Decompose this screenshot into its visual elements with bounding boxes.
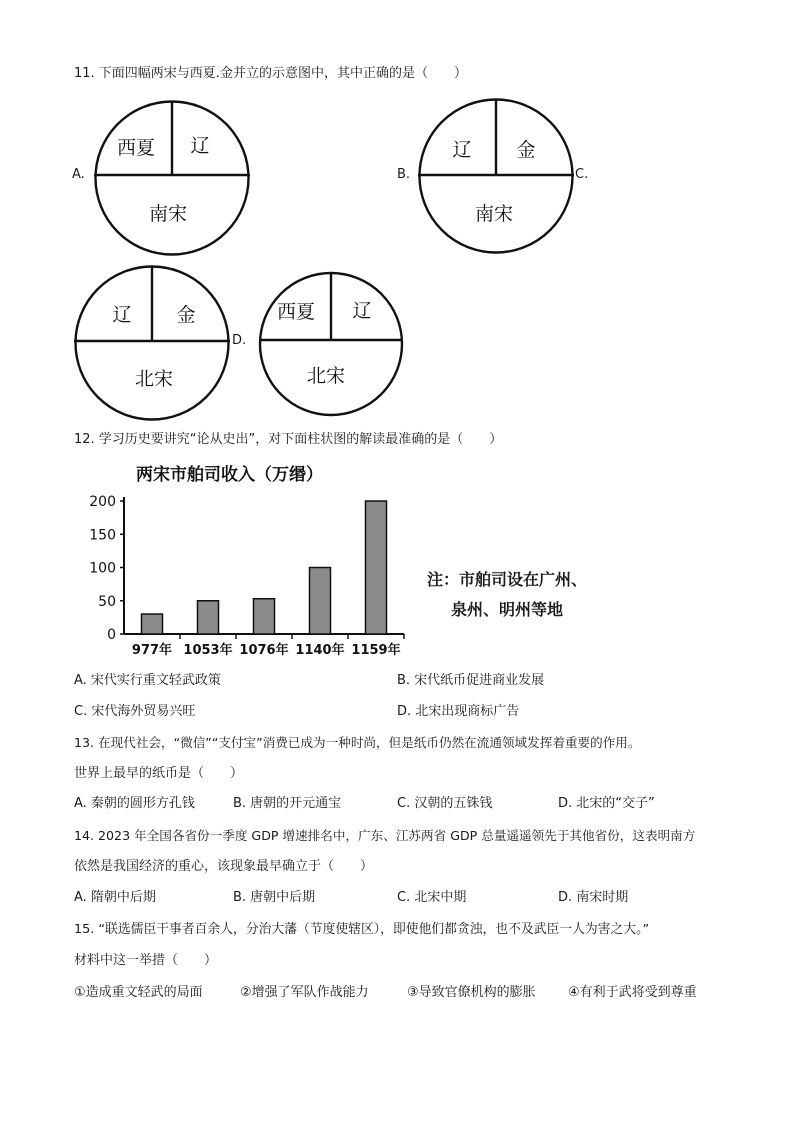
q11-option-c-diagram <box>72 263 232 423</box>
q11-a-top-left: 西夏 <box>116 137 156 159</box>
chart-note-line2: 泉州、明州等地 <box>451 600 564 619</box>
q11-a-bottom: 南宋 <box>148 203 188 225</box>
bar <box>198 601 219 634</box>
q11-b-top-left: 辽 <box>452 139 472 161</box>
q11-option-a-label: A. <box>72 167 85 182</box>
q11-option-d-diagram <box>256 270 406 418</box>
q15-choice-2: ②增强了军队作战能力 <box>240 985 369 1000</box>
q13-stem-line1: 13. 在现代社会，“微信”“支付宝”消费已成为一种时尚，但是纸币仍然在流通领域发挥着重要的作用。 <box>74 735 641 750</box>
q11-c-top-right: 金 <box>176 304 196 326</box>
x-tick-label: 1076年 <box>239 643 289 658</box>
x-tick-label: 1140年 <box>295 643 345 658</box>
x-tick-label: 1053年 <box>183 643 233 658</box>
q11-d-bottom: 北宋 <box>306 365 346 387</box>
q15-stem-line2: 材料中这一举措（ ） <box>74 953 218 968</box>
revenue-bar-chart <box>74 456 414 662</box>
q13-option-b: B. 唐朝的开元通宝 <box>233 796 342 811</box>
y-tick-label: 100 <box>89 560 116 577</box>
q11-option-d-label: D. <box>232 333 247 348</box>
y-tick-label: 0 <box>107 627 116 643</box>
q14-stem-line1: 14. 2023 年全国各省份一季度 GDP 增速排名中，广东、江苏两省 GDP 总量遥遥领先于其他省份，这表明南方 <box>74 828 696 843</box>
q11-option-a-diagram <box>92 98 252 258</box>
q13-stem-line2: 世界上最早的纸币是（ ） <box>74 766 244 781</box>
q12-stem: 12. 学习历史要讲究“论从史出”，对下面柱状图的解读最准确的是（ ） <box>74 432 503 447</box>
q13-option-c: C. 汉朝的五铢钱 <box>397 796 493 811</box>
x-tick-label: 1159年 <box>351 643 401 658</box>
y-tick-label: 150 <box>89 527 116 544</box>
q11-c-top-left: 辽 <box>112 304 132 326</box>
q11-a-top-right: 辽 <box>190 135 210 157</box>
bar <box>366 501 387 634</box>
q12-option-d: D. 北宋出现商标广告 <box>397 704 520 719</box>
q14-stem-line2: 依然是我国经济的重心，该现象最早确立于（ ） <box>74 859 374 874</box>
bar <box>254 599 275 634</box>
q15-choice-3: ③导致官僚机构的膨胀 <box>407 985 536 1000</box>
q15-stem-line1: 15. “联选儒臣干事者百余人，分治大藩（节度使辖区），即使他们都贪浊，也不及武臣一人为害之大。” <box>74 922 650 937</box>
bar <box>142 614 163 634</box>
q12-option-b: B. 宋代纸币促进商业发展 <box>397 673 545 688</box>
q11-c-bottom: 北宋 <box>134 368 174 390</box>
q11-b-top-right: 金 <box>516 139 536 161</box>
q13-option-d: D. 北宋的“交子” <box>558 796 655 811</box>
y-tick-label: 200 <box>89 494 116 510</box>
q11-option-b-label: B. <box>397 167 411 182</box>
x-tick-label: 977年 <box>131 643 173 658</box>
chart-note-line1: 注：市舶司设在广州、 <box>427 570 588 589</box>
q11-option-b-diagram <box>416 98 576 258</box>
chart-title: 两宋市舶司收入（万缗） <box>136 465 323 485</box>
q14-option-b: B. 唐朝中后期 <box>233 890 316 905</box>
q11-d-top-left: 西夏 <box>276 301 316 323</box>
y-tick-label: 50 <box>98 593 116 610</box>
q14-option-a: A. 隋朝中后期 <box>74 890 156 905</box>
q14-option-c: C. 北宋中期 <box>397 890 467 905</box>
q14-option-d: D. 南宋时期 <box>558 890 629 905</box>
q13-option-a: A. 秦朝的圆形方孔钱 <box>74 796 195 811</box>
q11-stem: 11. 下面四幅两宋与西夏.金并立的示意图中，其中正确的是（ ） <box>74 66 467 81</box>
q12-option-a: A. 宋代实行重文轻武政策 <box>74 673 221 688</box>
q12-option-c: C. 宋代海外贸易兴旺 <box>74 704 196 719</box>
q11-b-bottom: 南宋 <box>474 203 514 225</box>
q11-d-top-right: 辽 <box>352 300 372 322</box>
q11-option-c-label: C. <box>575 167 589 182</box>
bar <box>310 568 331 635</box>
q15-choice-4: ④有利于武将受到尊重 <box>568 985 697 1000</box>
q15-choice-1: ①造成重文轻武的局面 <box>74 985 203 1000</box>
